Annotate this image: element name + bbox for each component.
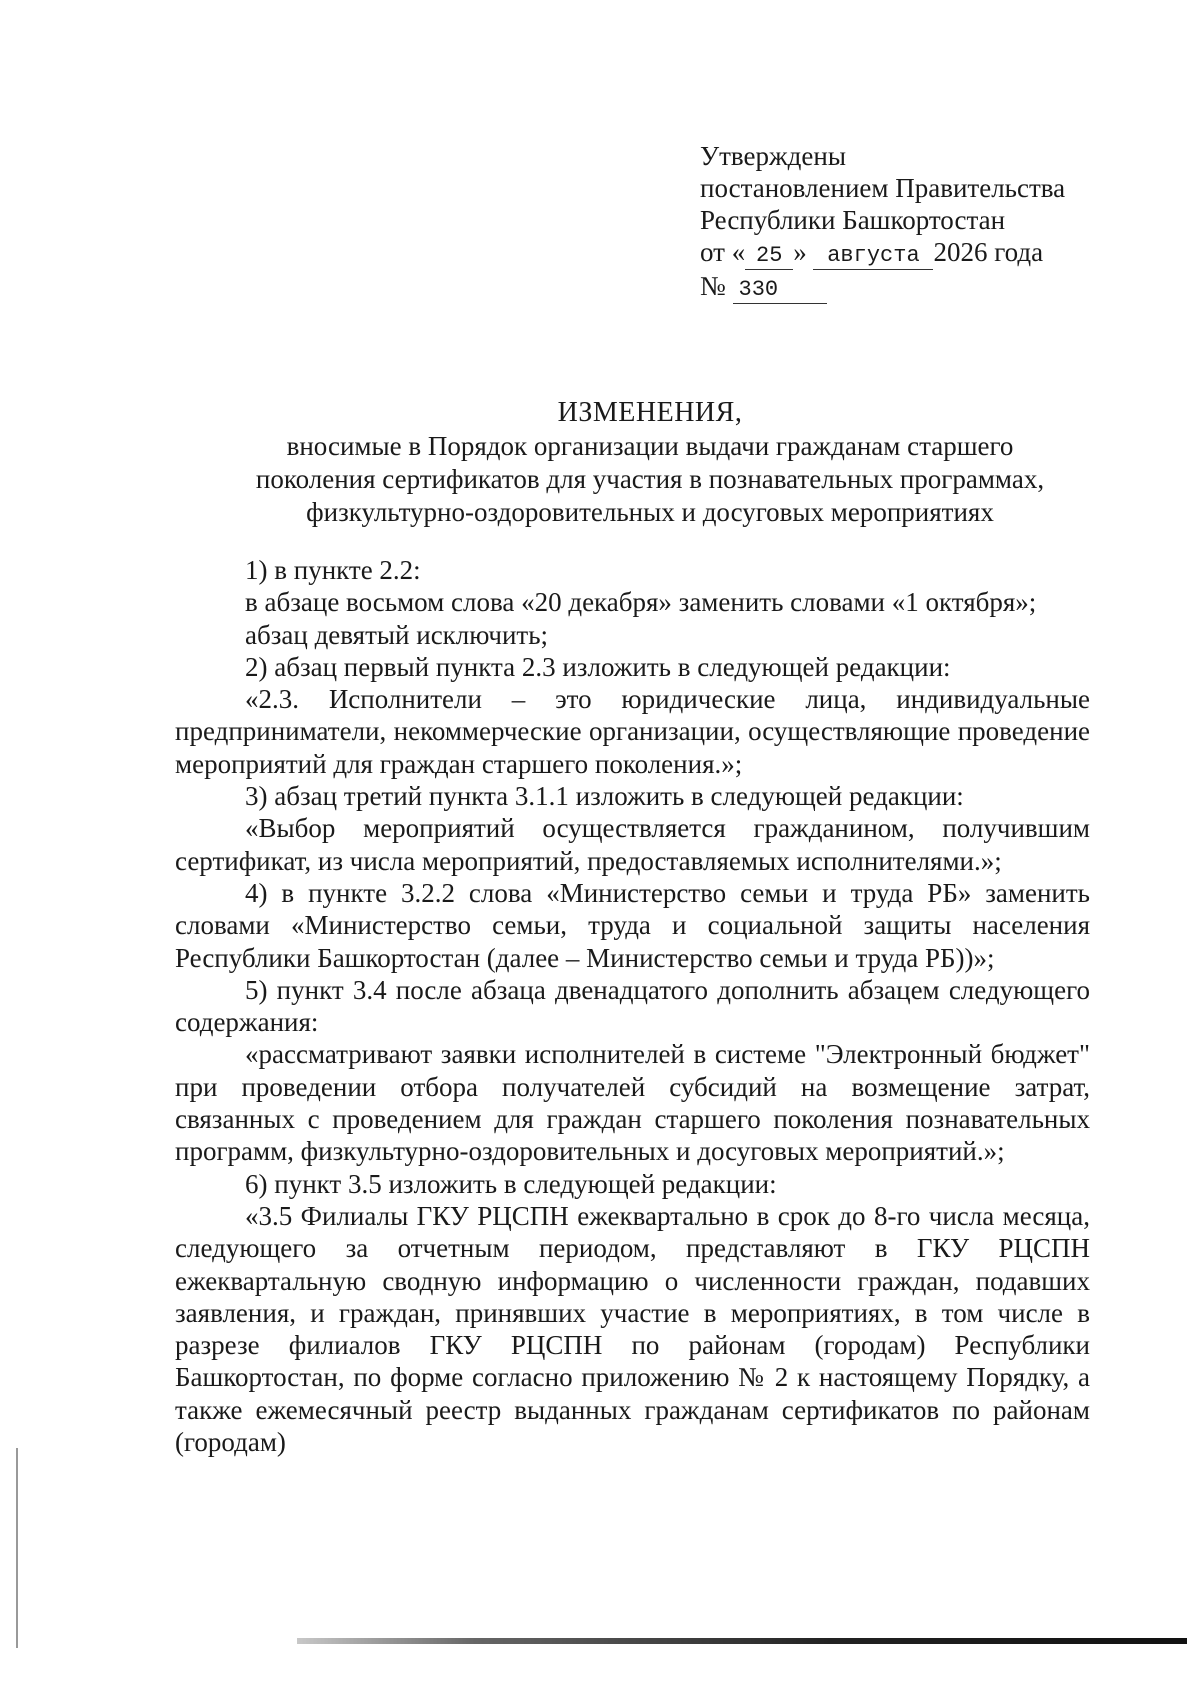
paragraph: 6) пункт 3.5 изложить в следующей редакции: <box>245 1168 777 1199</box>
paragraph: 2) абзац первый пункта 2.3 изложить в следующей редакции: <box>245 651 951 682</box>
document-body <box>175 554 1090 1458</box>
title-subtitle-line-2: поколения сертификатов для участия в познавательных программах, <box>255 464 1045 494</box>
paragraph: 5) пункт 3.4 после абзаца двенадцатого дополнить абзацем следующего содержания: <box>175 974 1090 1038</box>
title-heading: ИЗМЕНЕНИЯ, <box>557 397 743 428</box>
date-year: 2026 года <box>933 237 1044 267</box>
approval-line-2: постановлением Правительства <box>700 173 1066 203</box>
approval-number <box>700 270 1170 304</box>
paragraph: «3.5 Филиалы ГКУ РЦСПН ежеквартально в срок до 8-го числа месяца, следующего за отчетным периодом, представляют в ГКУ РЦСПН ежеквартальную сводную информацию о численности граждан, подавших заявления, и граждан, принявших участие в мероприятиях, в том числе в разрезе филиалов ГКУ РЦСПН по районам (городам) Республики Башкортостан, по форме согласно приложению № 2 к настоящему Порядку, а также ежемесячный реестр выданных гражданам сертификатов по районам (городам) <box>175 1200 1090 1458</box>
paragraph: 3) абзац третий пункта 3.1.1 изложить в следующей редакции: <box>245 781 964 812</box>
scan-left-edge <box>16 1448 18 1648</box>
date-mid: » <box>793 237 807 267</box>
title-subtitle-line-3: физкультурно-оздоровительных и досуговых мероприятиях <box>306 497 994 527</box>
title-subtitle-line-1: вносимые в Порядок организации выдачи гражданам старшего <box>286 431 1014 461</box>
approval-date <box>700 236 1170 270</box>
date-month-field: августа <box>813 243 933 270</box>
paragraph: «Выбор мероприятий осуществляется гражданином, получившим сертификат, из числа мероприятий, предоставляемых исполнителями.»; <box>175 813 1090 876</box>
number-field: 330 <box>733 277 827 304</box>
paragraph: 4) в пункте 3.2.2 слова «Министерство семьи и труда РБ» заменить словами «Министерство семьи, труда и социальной защиты населения Республики Башкортостан (далее – Министерство семьи и труда РБ))»; <box>175 877 1090 973</box>
number-prefix: № <box>700 271 726 301</box>
approval-line-3: Республики Башкортостан <box>700 205 1006 235</box>
paragraph: абзац девятый исключить; <box>245 619 549 650</box>
paragraph: «рассматривают заявки исполнителей в системе "Электронный бюджет" при проведении отбора получателей субсидий на возмещение затрат, связанных с проведением для граждан старшего поколения познавательных программ, физкультурно-оздоровительных и досуговых мероприятий.»; <box>175 1039 1090 1167</box>
paragraph: «2.3. Исполнители – это юридические лица, индивидуальные предприниматели, некоммерческие организации, осуществляющие проведение мероприятий для граждан старшего поколения.»; <box>175 684 1090 779</box>
approval-line-1: Утверждены <box>700 141 846 171</box>
scan-bottom-edge <box>297 1638 1187 1644</box>
paragraph: в абзаце восьмом слова «20 декабря» заменить словами «1 октября»; <box>245 587 1037 618</box>
approval-stamp <box>700 140 1170 304</box>
date-prefix: от « <box>700 237 746 267</box>
document-title <box>170 396 1130 529</box>
date-day-field: 25 <box>745 243 793 270</box>
paragraph: 1) в пункте 2.2: <box>245 555 421 585</box>
